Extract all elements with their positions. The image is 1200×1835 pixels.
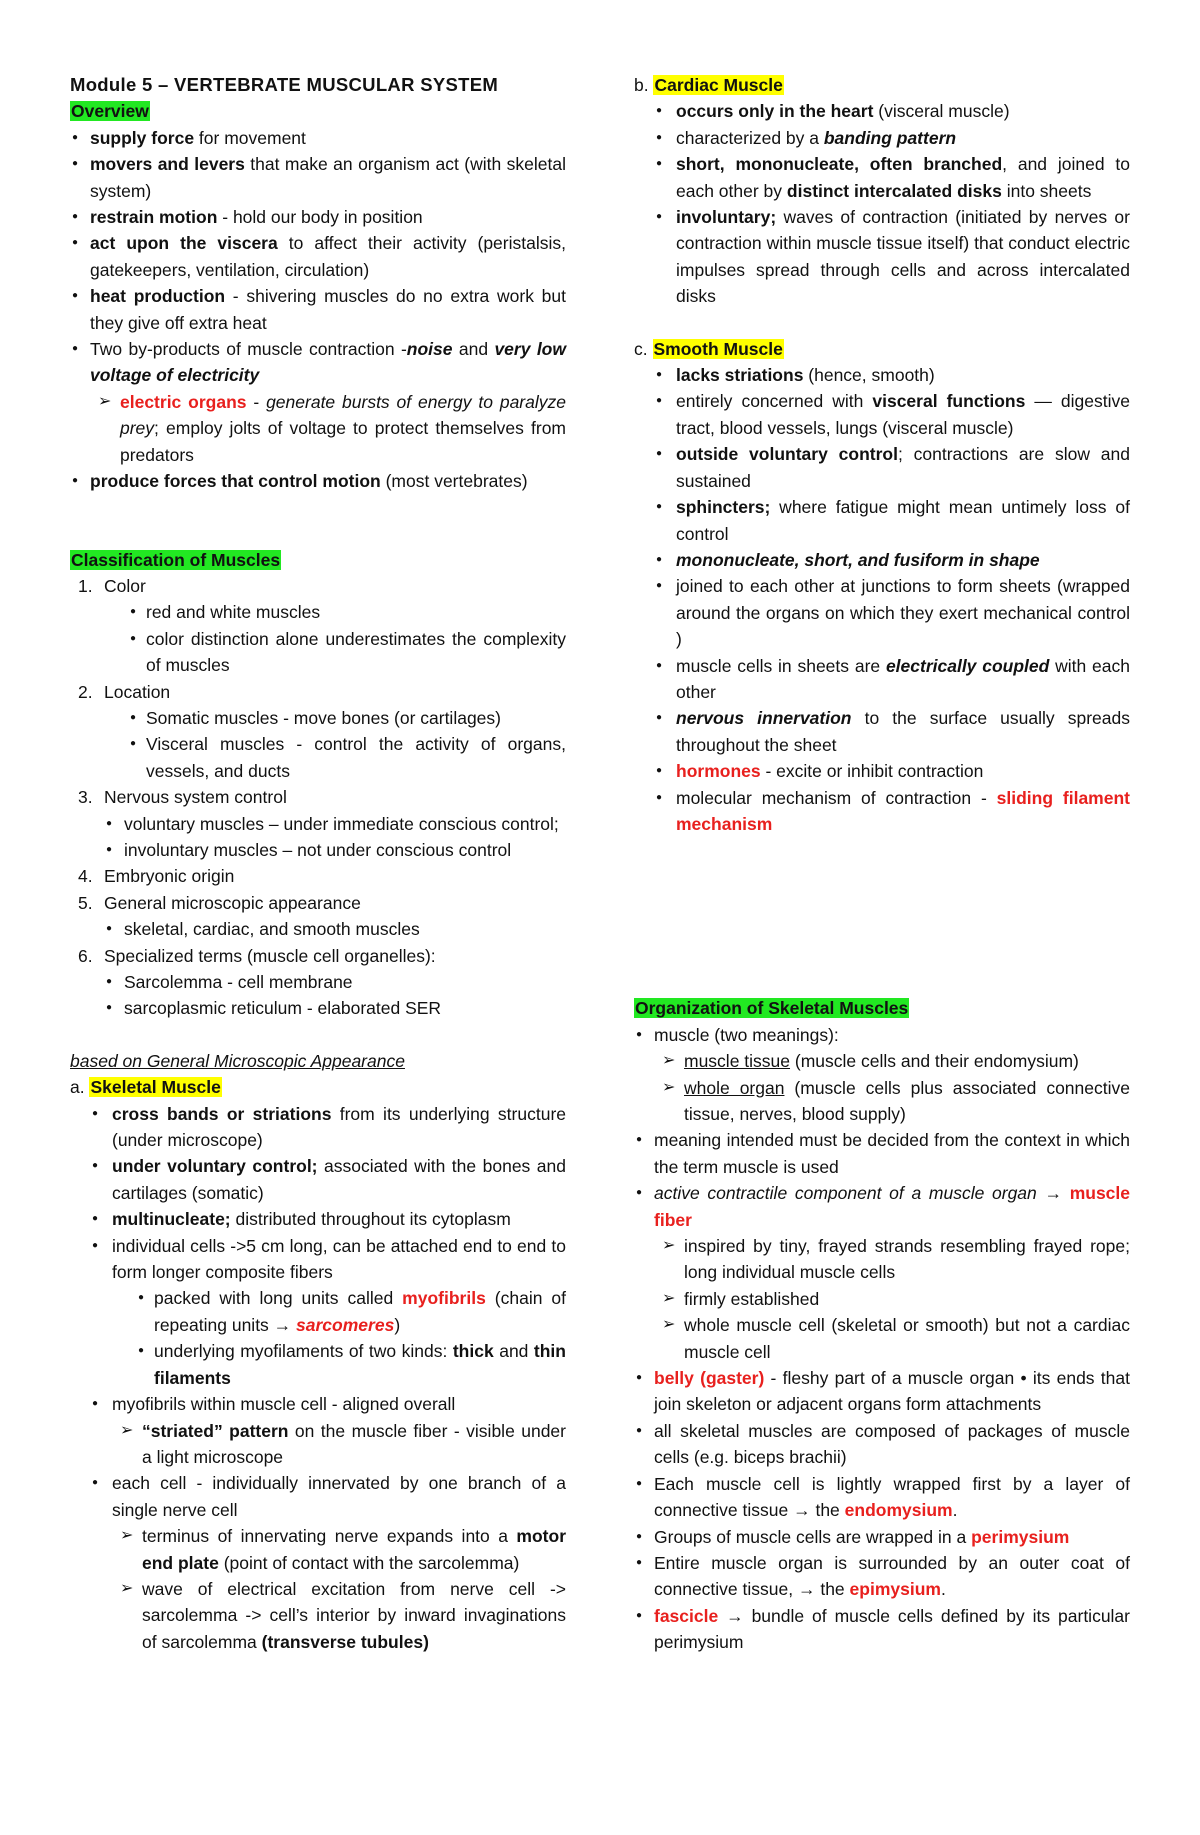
organization-list bbox=[634, 1022, 1130, 1656]
list-item: 5. General microscopic appearance ● skeletal, cardiac, and smooth muscles bbox=[70, 890, 566, 943]
list-item: ● act upon the viscera to affect their activity (peristalsis, gatekeepers, ventilation, circulation) bbox=[70, 230, 566, 283]
list-item: ● mononucleate, short, and fusiform in shape bbox=[634, 547, 1130, 573]
list-item: ● molecular mechanism of contraction - sliding filament mechanism bbox=[634, 785, 1130, 838]
list-item: ● involuntary; waves of contraction (initiated by nerves or contraction within muscle tissue itself) that conduct electric impulses spread through cells and across intercalated disks bbox=[634, 204, 1130, 310]
list-item: ● all skeletal muscles are composed of packages of muscle cells (e.g. biceps brachii) bbox=[634, 1418, 1130, 1471]
classification-list bbox=[70, 573, 566, 1022]
skeletal-letter: a. bbox=[70, 1077, 85, 1098]
list-item: ● Groups of muscle cells are wrapped in a perimysium bbox=[634, 1524, 1130, 1550]
list-item: ● belly (gaster) - fleshy part of a muscle organ • its ends that join skeleton or adjacent organs form attachments bbox=[634, 1365, 1130, 1418]
list-item: 2. Location ● Somatic muscles - move bones (or cartilages) ● Visceral muscles - control the activity of organs, vessels, and ducts bbox=[70, 679, 566, 785]
list-item: 1. Color ● red and white muscles ● color distinction alone underestimates the complexity of muscles bbox=[70, 573, 566, 679]
right-column bbox=[634, 72, 1130, 1656]
list-item: ● outside voluntary control; contractions are slow and sustained bbox=[634, 441, 1130, 494]
list-item: ● meaning intended must be decided from the context in which the term muscle is used bbox=[634, 1127, 1130, 1180]
smooth-list bbox=[634, 362, 1130, 837]
list-item: ● occurs only in the heart (visceral muscle) bbox=[634, 98, 1130, 124]
sub-item: ➢ inspired by tiny, frayed strands resembling frayed rope; long individual muscle cells bbox=[654, 1233, 1130, 1286]
list-item: ● Each muscle cell is lightly wrapped first by a layer of connective tissue → the endomysium. bbox=[634, 1471, 1130, 1524]
list-item: ● entirely concerned with visceral functions — digestive tract, blood vessels, lungs (visceral muscle) bbox=[634, 388, 1130, 441]
list-item: ● fascicle → bundle of muscle cells defined by its particular perimysium bbox=[634, 1603, 1130, 1656]
list-item: ● multinucleate; distributed throughout its cytoplasm bbox=[70, 1206, 566, 1232]
sub-item: ● involuntary muscles – not under conscious control bbox=[104, 837, 566, 863]
sub-item: ➢ whole muscle cell (skeletal or smooth) but not a cardiac muscle cell bbox=[654, 1312, 1130, 1365]
left-column bbox=[70, 72, 566, 1655]
page-title: Module 5 – VERTEBRATE MUSCULAR SYSTEM bbox=[70, 74, 499, 95]
sub-item: ● packed with long units called myofibrils (chain of repeating units → sarcomeres) bbox=[112, 1285, 566, 1338]
sub-list bbox=[90, 389, 566, 468]
list-item: 6. Specialized terms (muscle cell organelles): ● Sarcolemma - cell membrane ● sarcoplasmic reticulum - elaborated SER bbox=[70, 943, 566, 1022]
overview-list bbox=[70, 125, 566, 495]
list-item: ● produce forces that control motion (most vertebrates) bbox=[70, 468, 566, 494]
sub-item: ➢ electric organs - generate bursts of energy to paralyze prey; employ jolts of voltage to protect themselves from predators bbox=[90, 389, 566, 468]
sub-item: ➢ terminus of innervating nerve expands into a motor end plate (point of contact with the sarcolemma) bbox=[112, 1523, 566, 1576]
list-item: 3. Nervous system control ● voluntary muscles – under immediate conscious control; ● involuntary muscles – not under conscious control bbox=[70, 784, 566, 863]
sub-item: ● skeletal, cardiac, and smooth muscles bbox=[104, 916, 566, 942]
list-item: ● lacks striations (hence, smooth) bbox=[634, 362, 1130, 388]
sub-item: ● Visceral muscles - control the activity of organs, vessels, and ducts bbox=[104, 731, 566, 784]
cardiac-heading: Cardiac Muscle bbox=[654, 75, 783, 95]
list-item: ● active contractile component of a muscle organ → muscle fiber ➢ inspired by tiny, frayed strands resembling frayed rope; long individual muscle cells ➢ firmly established ➢ whole muscle cell (skeletal or smooth) but not a cardiac muscle cell bbox=[634, 1180, 1130, 1365]
sub-item: ➢ whole organ (muscle cells plus associated connective tissue, nerves, blood supply) bbox=[654, 1075, 1130, 1128]
sub-item: ➢ wave of electrical excitation from nerve cell -> sarcolemma -> cell’s interior by inward invaginations of sarcolemma (transverse tubules) bbox=[112, 1576, 566, 1655]
list-item: ● hormones - excite or inhibit contraction bbox=[634, 758, 1130, 784]
sub-item: ➢ firmly established bbox=[654, 1286, 1130, 1312]
list-item: ● heat production - shivering muscles do no extra work but they give off extra heat bbox=[70, 283, 566, 336]
list-item: ● supply force for movement bbox=[70, 125, 566, 151]
list-item: ● myofibrils within muscle cell - aligned overall ➢ “striated” pattern on the muscle fiber - visible under a light microscope bbox=[70, 1391, 566, 1470]
list-item: ● characterized by a banding pattern bbox=[634, 125, 1130, 151]
list-item: ● each cell - individually innervated by one branch of a single nerve cell ➢ terminus of innervating nerve expands into a motor end plate (point of contact with the sarcolemma) ➢ wave of electrical excitation from nerve cell -> sarcolemma -> cell’s interior by inward invaginations of sarcolemma (transverse tubules) bbox=[70, 1470, 566, 1655]
list-item: ● Two by-products of muscle contraction -noise and very low voltage of electricity ➢ electric organs - generate bursts of energy to paralyze prey; employ jolts of voltage to protect themselves from predators bbox=[70, 336, 566, 468]
classification-heading: Classification of Muscles bbox=[71, 549, 281, 570]
sub-item: ● color distinction alone underestimates the complexity of muscles bbox=[104, 626, 566, 679]
list-item: ● sphincters; where fatigue might mean untimely loss of control bbox=[634, 494, 1130, 547]
list-item: ● nervous innervation to the surface usually spreads throughout the sheet bbox=[634, 705, 1130, 758]
list-item: 4. Embryonic origin bbox=[78, 866, 235, 887]
smooth-letter: c. bbox=[634, 338, 648, 359]
list-item: ● individual cells ->5 cm long, can be attached end to end to form longer composite fibers ● packed with long units called myofibrils (chain of repeating units → sarcomeres) ● underlying myofilaments of two kinds: thick and thin filaments bbox=[70, 1233, 566, 1391]
organization-heading: Organization of Skeletal Muscles bbox=[635, 998, 909, 1019]
list-item: ● joined to each other at junctions to form sheets (wrapped around the organs on which they exert mechanical control ) bbox=[634, 573, 1130, 652]
sub-item: ➢ “striated” pattern on the muscle fiber - visible under a light microscope bbox=[112, 1418, 566, 1471]
sub-item: ● Sarcolemma - cell membrane bbox=[104, 969, 566, 995]
list-item: ● Entire muscle organ is surrounded by an outer coat of connective tissue, → the epimysium. bbox=[634, 1550, 1130, 1603]
smooth-heading: Smooth Muscle bbox=[653, 338, 783, 359]
list-item: ● muscle (two meanings): ➢ muscle tissue (muscle cells and their endomysium) ➢ whole organ (muscle cells plus associated connective tissue, nerves, blood supply) bbox=[634, 1022, 1130, 1128]
overview-heading: Overview bbox=[71, 101, 149, 122]
sub-item: ➢ muscle tissue (muscle cells and their endomysium) bbox=[654, 1048, 1130, 1074]
sub-item: ● voluntary muscles – under immediate conscious control; bbox=[104, 811, 566, 837]
sub-item: ● underlying myofilaments of two kinds: thick and thin filaments bbox=[112, 1338, 566, 1391]
skeletal-list bbox=[70, 1101, 566, 1656]
cardiac-letter: b. bbox=[634, 75, 649, 95]
sub-item: ● sarcoplasmic reticulum - elaborated SER bbox=[104, 995, 566, 1021]
sub-item: ● red and white muscles bbox=[104, 599, 566, 625]
sub-item: ● Somatic muscles - move bones (or cartilages) bbox=[104, 705, 566, 731]
list-item: ● movers and levers that make an organism act (with skeletal system) bbox=[70, 151, 566, 204]
list-item: ● cross bands or striations from its underlying structure (under microscope) bbox=[70, 1101, 566, 1154]
list-item: ● short, mononucleate, often branched, and joined to each other by distinct intercalated disks into sheets bbox=[634, 151, 1130, 204]
list-item: ● under voluntary control; associated with the bones and cartilages (somatic) bbox=[70, 1153, 566, 1206]
skeletal-heading: Skeletal Muscle bbox=[90, 1077, 221, 1098]
list-item: ● restrain motion - hold our body in position bbox=[70, 204, 566, 230]
cardiac-list bbox=[634, 98, 1130, 309]
based-on-subheading: based on General Microscopic Appearance bbox=[70, 1050, 405, 1071]
list-item: ● muscle cells in sheets are electrically coupled with each other bbox=[634, 653, 1130, 706]
